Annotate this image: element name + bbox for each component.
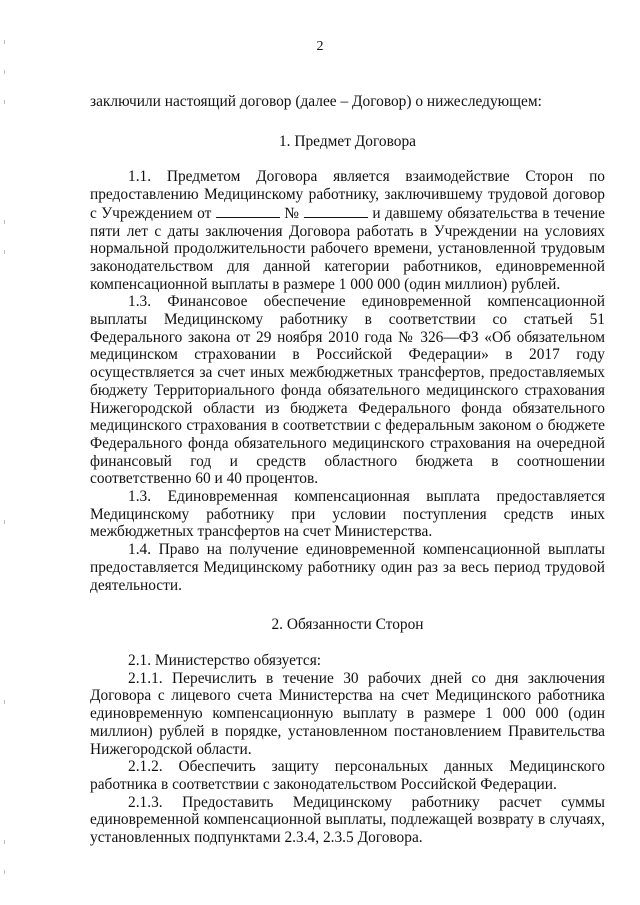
document-body xyxy=(90,93,605,847)
paragraph-2-1: 2.1. Министерство обязуется: xyxy=(128,651,322,669)
paragraph-2-1-1: 2.1.1. Перечислить в течение 30 рабочих дней со дня заключения Договора с лицевого счета Министерства на счет Медицинского работника единовременную компенсационную выплату в размере 1 000 000 (один миллион) рублей в порядке, установленном постановлением Правительства Нижегородской области. xyxy=(90,669,605,758)
paragraph-1-1 xyxy=(90,168,605,293)
section-1-title: 1. Предмет Договора xyxy=(278,132,416,150)
number-blank xyxy=(304,204,368,218)
page-number: 2 xyxy=(316,39,324,54)
date-blank xyxy=(216,204,280,218)
paragraph-1-1-part-b: и давшему обязательства в течение пяти лет с даты заключения Договора работать в Учреждении на условиях нормальной продолжительности рабочего времени, установленной трудовым законодательством для данной категории работников, единовременной компенсационной выплаты в размере 1 000 000 (один миллион) рублей. xyxy=(90,204,605,293)
paragraph-2-1-2: 2.1.2. Обеспечить защиту персональных данных Медицинского работника в соответствии с законодательством Российской Федерации. xyxy=(90,758,605,793)
paragraph-1-4: 1.4. Право на получение единовременной компенсационной выплаты предоставляется Медицинскому работнику один раз за весь период трудовой деятельности. xyxy=(90,541,605,594)
paragraph-1-3: 1.3. Единовременная компенсационная выплата предоставляется Медицинскому работнику при условии поступления средств иных межбюджетных трансфертов на счет Министерства. xyxy=(90,488,605,541)
paragraph-1-1-part-a: 1.1. Предметом Договора является взаимодействие Сторон по предоставлению Медицинскому работнику, заключившему трудовой договор с Учреждением от xyxy=(90,168,605,222)
number-sign: № xyxy=(284,204,300,222)
paragraph-1-2: 1.3. Финансовое обеспечение единовременной компенсационной выплаты Медицинскому работнику в соответствии со статьей 51 Федерального закона от 29 ноября 2010 года № 326—ФЗ «Об обязательном медицинском страховании в Российской Федерации» в 2017 году осуществляется за счет иных межбюджетных трансфертов, предоставляемых бюджету Территориального фонда обязательного медицинского страхования Нижегородской области из бюджета Федерального фонда обязательного медицинского страхования в соответствии с федеральным законом о бюджете Федерального фонда обязательного медицинского страхования на очередной финансовый год и средств областного бюджета в соотношении соответственно 60 и 40 процентов. xyxy=(90,293,605,488)
paragraph-2-1-3: 2.1.3. Предоставить Медицинскому работнику расчет суммы единовременной компенсационной выплаты, подлежащей возврату в случаях, установленных подпунктами 2.3.4, 2.3.5 Договора. xyxy=(90,793,605,847)
intro-line: заключили настоящий договор (далее – Договор) о нижеследующем: xyxy=(90,93,542,110)
scan-edge-marks xyxy=(4,0,6,905)
section-2-title: 2. Обязанности Сторон xyxy=(271,616,424,634)
